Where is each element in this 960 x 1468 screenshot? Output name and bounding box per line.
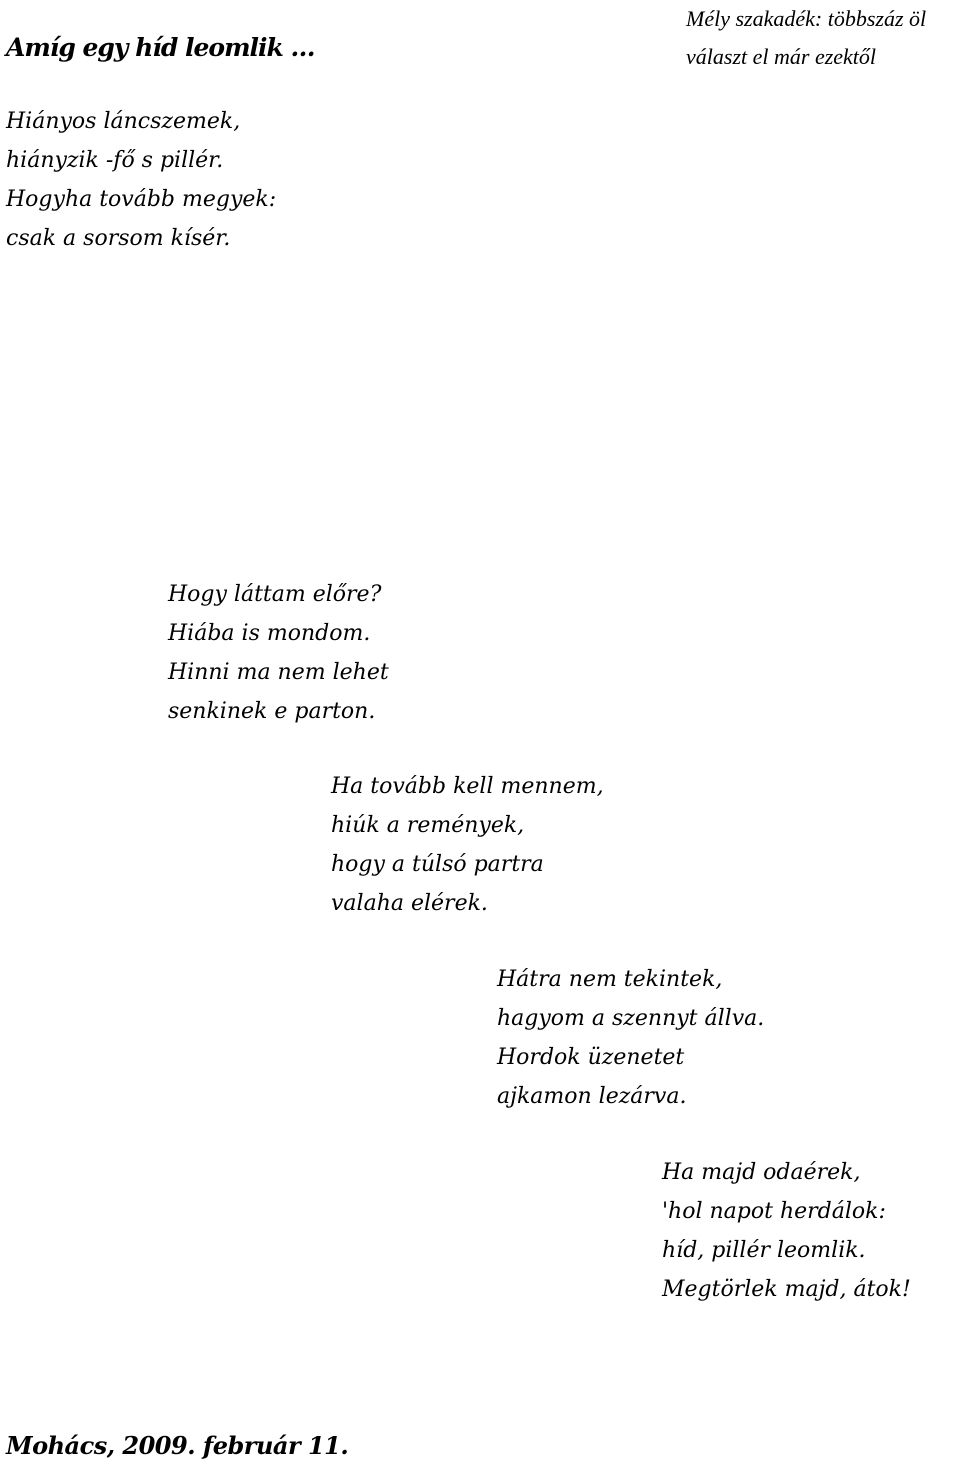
- poem-line: senkinek e parton.: [168, 699, 376, 724]
- stanza-4: [497, 960, 764, 1116]
- epigraph-line: választ el már ezektől: [686, 44, 877, 69]
- poem-line: Hordok üzenetet: [497, 1045, 685, 1070]
- poem-line: Megtörlek majd, átok!: [662, 1277, 911, 1302]
- poem-line: hagyom a szennyt állva.: [497, 1006, 765, 1031]
- epigraph-line: Mély szakadék: többszáz öl: [686, 6, 927, 31]
- poem-line: csak a sorsom kísér.: [6, 226, 231, 251]
- poem-line: hiányzik -fő s pillér.: [6, 148, 224, 173]
- poem-line: valaha elérek.: [331, 891, 488, 916]
- poem-line: Hiába is mondom.: [168, 621, 371, 646]
- poem-title: Amíg egy híd leomlik …: [6, 33, 315, 62]
- poem-line: Ha tovább kell mennem,: [331, 774, 604, 799]
- poem-line: Hátra nem tekintek,: [497, 967, 723, 992]
- poem-line: hiúk a remények,: [331, 813, 525, 838]
- poem-line: Ha majd odaérek,: [662, 1160, 861, 1185]
- stanza-3: [331, 767, 604, 923]
- poem-line: híd, pillér leomlik.: [662, 1238, 866, 1263]
- poem-line: 'hol napot herdálok:: [662, 1199, 886, 1224]
- poem-line: Hinni ma nem lehet: [168, 660, 389, 685]
- poem-line: ajkamon lezárva.: [497, 1084, 687, 1109]
- poem-line: hogy a túlsó partra: [331, 852, 544, 877]
- stanza-2: [168, 575, 389, 731]
- stanza-5: [662, 1153, 911, 1309]
- stanza-1: [6, 102, 276, 258]
- signature-place-date: Mohács, 2009. február 11.: [6, 1431, 349, 1460]
- poem-line: Hogy láttam előre?: [168, 582, 382, 607]
- epigraph: [686, 0, 926, 76]
- poem-line: Hiányos láncszemek,: [6, 109, 241, 134]
- poem-line: Hogyha tovább megyek:: [6, 187, 277, 212]
